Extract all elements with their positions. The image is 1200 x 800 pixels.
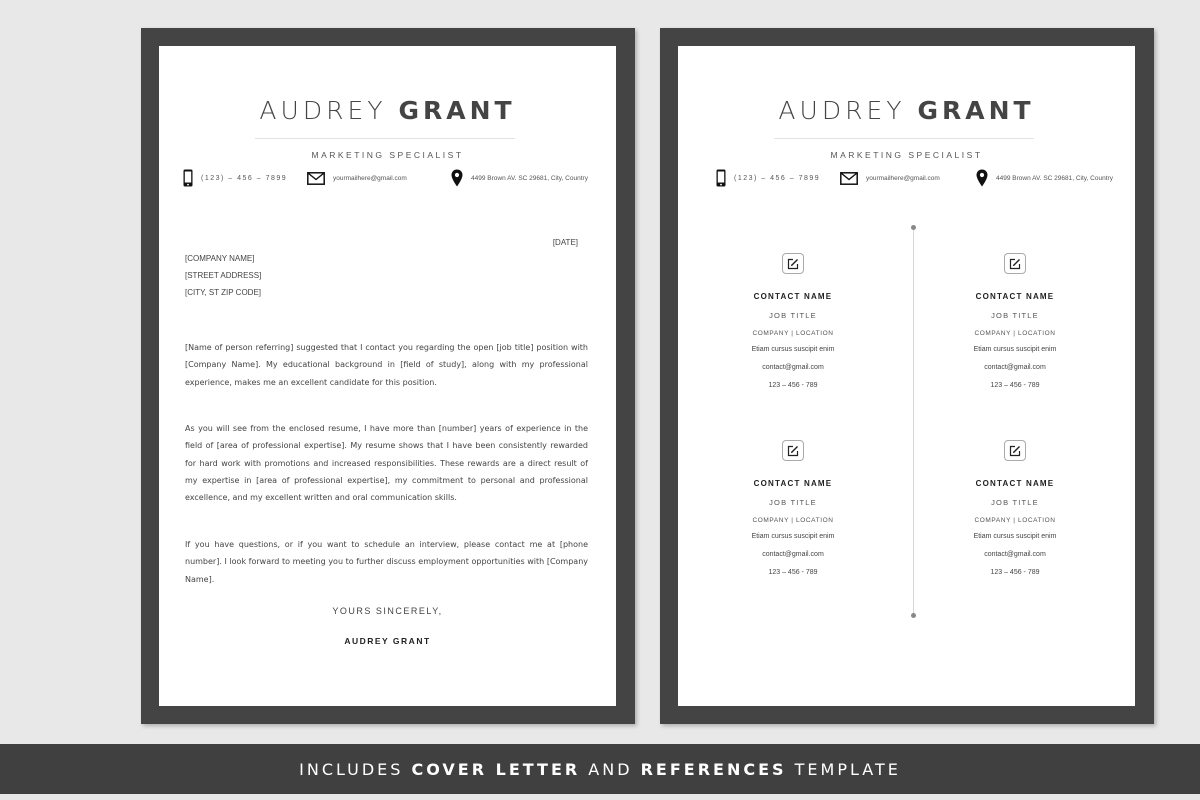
- reference-email: contact@gmail.com: [762, 551, 824, 558]
- reference-card: [718, 253, 868, 389]
- column-divider: [913, 227, 914, 615]
- reference-company: COMPANY | LOCATION: [752, 517, 834, 524]
- cover-letter-page: [159, 46, 616, 706]
- banner-text-references: REFERENCES: [640, 759, 787, 779]
- envelope-icon: [840, 172, 858, 185]
- reference-company: COMPANY | LOCATION: [752, 330, 834, 337]
- recipient-company: [COMPANY NAME]: [185, 254, 255, 263]
- address-contact: [451, 166, 588, 190]
- reference-phone: 123 – 456 - 789: [768, 382, 818, 389]
- email-address: yourmailhere@gmail.com: [866, 174, 940, 182]
- candidate-name: [678, 96, 1135, 125]
- phone-contact: [716, 166, 820, 190]
- phone-contact: [183, 166, 287, 190]
- edit-icon[interactable]: [1004, 253, 1026, 274]
- references-page: [678, 46, 1135, 706]
- email-address: yourmailhere@gmail.com: [333, 174, 407, 182]
- candidate-name: [159, 96, 616, 125]
- envelope-icon: [307, 172, 325, 185]
- recipient-city: [CITY, ST ZIP CODE]: [185, 288, 262, 297]
- street-address: 4499 Brown AV. SC 29681, City, Country: [471, 174, 588, 182]
- last-name: GRANT: [398, 96, 516, 125]
- divider-top-dot: [911, 225, 916, 230]
- reference-phone: 123 – 456 - 789: [990, 382, 1040, 389]
- reference-phone: 123 – 456 - 789: [768, 569, 818, 576]
- last-name: GRANT: [917, 96, 1035, 125]
- reference-card: [940, 253, 1090, 389]
- reference-contact-name: CONTACT NAME: [753, 292, 833, 301]
- reference-email: contact@gmail.com: [984, 551, 1046, 558]
- letter-closing: YOURS SINCERELY,: [332, 606, 443, 616]
- reference-phone: 123 – 456 - 789: [990, 569, 1040, 576]
- banner-text-includes: INCLUDES: [299, 759, 412, 779]
- reference-description: Etiam cursus suscipit enim: [751, 533, 835, 540]
- banner-text-template: TEMPLATE: [786, 759, 901, 779]
- reference-job-title: JOB TITLE: [991, 311, 1039, 320]
- reference-contact-name: CONTACT NAME: [975, 292, 1055, 301]
- email-contact: [840, 166, 940, 190]
- reference-card: [718, 440, 868, 576]
- edit-icon[interactable]: [782, 253, 804, 274]
- signature-name: AUDREY GRANT: [344, 636, 431, 646]
- phone-icon: [183, 169, 193, 187]
- reference-card: [940, 440, 1090, 576]
- promo-banner: [0, 744, 1200, 794]
- job-role: MARKETING SPECIALIST: [311, 150, 464, 160]
- reference-contact-name: CONTACT NAME: [753, 479, 833, 488]
- name-divider: [255, 138, 515, 139]
- letter-paragraph: [Name of person referring] suggested that I contact you regarding the open [job title] position with [Company Name]. My educational background in [field of study], along with my professional experience, makes me an excellent candidate for this position.: [185, 343, 588, 387]
- reference-company: COMPANY | LOCATION: [974, 517, 1056, 524]
- location-pin-icon: [451, 169, 463, 187]
- edit-icon[interactable]: [782, 440, 804, 461]
- first-name: AUDREY: [259, 96, 387, 125]
- letter-paragraph: As you will see from the enclosed resume, I have more than [number] years of experience in the field of [area of professional expertise]. My resume shows that I have been consistently rewarded for hard work with promotions and increased responsibilities. These rewards are a direct result of my expertise in [area of professional expertise], my commitment to personal and professional excellence, and my excellent written and oral communication skills.: [185, 424, 588, 503]
- cover-letter-frame: [141, 28, 635, 724]
- address-contact: [976, 166, 1113, 190]
- reference-job-title: JOB TITLE: [769, 311, 817, 320]
- email-contact: [307, 166, 407, 190]
- reference-description: Etiam cursus suscipit enim: [973, 533, 1057, 540]
- phone-icon: [716, 169, 726, 187]
- phone-number: (123) – 456 – 7899: [201, 174, 288, 182]
- reference-job-title: JOB TITLE: [991, 498, 1039, 507]
- reference-email: contact@gmail.com: [762, 364, 824, 371]
- recipient-street: [STREET ADDRESS]: [185, 271, 262, 280]
- edit-icon[interactable]: [1004, 440, 1026, 461]
- name-divider: [774, 138, 1034, 139]
- reference-job-title: JOB TITLE: [769, 498, 817, 507]
- street-address: 4499 Brown AV. SC 29681, City, Country: [996, 174, 1113, 182]
- banner-text-cover-letter: COVER LETTER: [411, 759, 581, 779]
- reference-contact-name: CONTACT NAME: [975, 479, 1055, 488]
- location-pin-icon: [976, 169, 988, 187]
- references-frame: [660, 28, 1154, 724]
- first-name: AUDREY: [778, 96, 906, 125]
- job-role: MARKETING SPECIALIST: [830, 150, 983, 160]
- reference-description: Etiam cursus suscipit enim: [751, 346, 835, 353]
- reference-company: COMPANY | LOCATION: [974, 330, 1056, 337]
- letter-paragraph: If you have questions, or if you want to schedule an interview, please contact me at [phone number]. I look forward to meeting you to further discuss employment opportunities with [Company Name].: [185, 540, 588, 584]
- letter-date: [DATE]: [552, 238, 578, 247]
- divider-bottom-dot: [911, 613, 916, 618]
- banner-text-and: AND: [580, 759, 641, 779]
- phone-number: (123) – 456 – 7899: [734, 174, 821, 182]
- reference-email: contact@gmail.com: [984, 364, 1046, 371]
- reference-description: Etiam cursus suscipit enim: [973, 346, 1057, 353]
